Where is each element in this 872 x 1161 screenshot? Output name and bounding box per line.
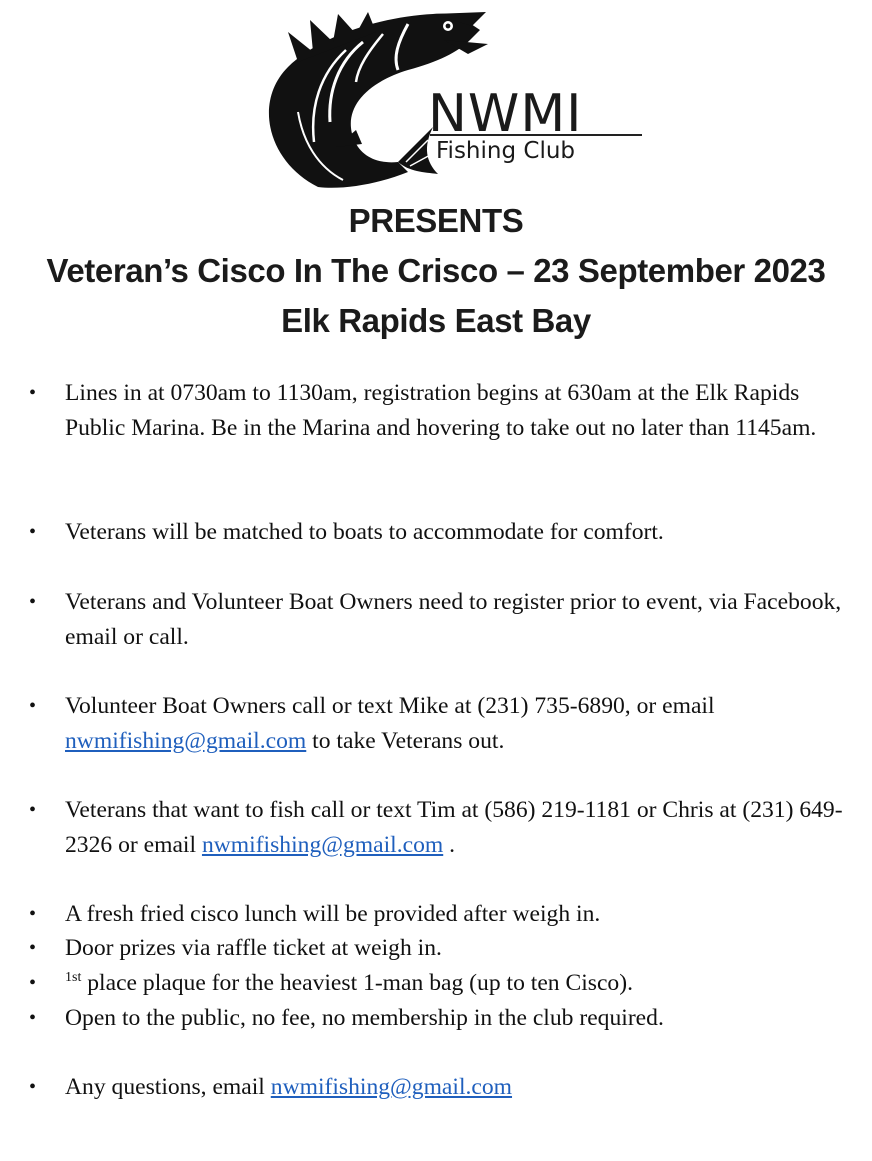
bullet: • xyxy=(29,972,37,994)
list-item-open-public xyxy=(29,1001,855,1036)
logo-name: NWMI xyxy=(428,84,583,144)
bullet: • xyxy=(29,1076,37,1098)
event-location: Elk Rapids East Bay xyxy=(281,302,591,339)
item-text: Any questions, email xyxy=(65,1074,271,1100)
list-item-door-prizes xyxy=(29,931,855,966)
bullet: • xyxy=(29,799,37,821)
item-text: to take Veterans out. xyxy=(306,728,505,754)
item-text: Open to the public, no fee, no membership in the club required. xyxy=(65,1005,664,1031)
item-text: Volunteer Boat Owners call or text Mike at (231) 735-6890, or email xyxy=(65,693,715,719)
logo-subtitle: Fishing Club xyxy=(436,138,576,164)
bullet: • xyxy=(29,591,37,613)
ordinal-superscript: 1st xyxy=(65,970,82,985)
item-text: Veterans that want to fish call or text Tim at (586) 219-1181 or Chris at (231) 649-2326 or email xyxy=(65,797,843,858)
club-logo xyxy=(258,12,648,190)
item-text: A fresh fried cisco lunch will be provided after weigh in. xyxy=(65,901,601,927)
event-heading xyxy=(0,196,872,346)
list-item-matching xyxy=(29,515,855,550)
bullet: • xyxy=(29,695,37,717)
item-text: Door prizes via raffle ticket at weigh in. xyxy=(65,935,442,961)
item-text: Veterans and Volunteer Boat Owners need to register prior to event, via Facebook, email or call. xyxy=(65,589,842,650)
list-item-registration xyxy=(29,585,855,655)
item-text: . xyxy=(443,832,456,858)
list-item-questions xyxy=(29,1070,855,1105)
email-link[interactable]: nwmifishing@gmail.com xyxy=(201,832,444,858)
list-item-times xyxy=(29,376,855,446)
bullet: • xyxy=(29,521,37,543)
list-item-veterans-contact xyxy=(29,793,855,863)
email-link[interactable]: nwmifishing@gmail.com xyxy=(65,728,307,754)
email-link[interactable]: nwmifishing@gmail.com xyxy=(270,1074,513,1100)
bullet: • xyxy=(29,937,37,959)
list-item-lunch xyxy=(29,897,855,932)
item-text: Lines in at 0730am to 1130am, registration begins at 630am at the Elk Rapids Public Marina. Be in the Marina and hovering to take out no later than 1145am. xyxy=(65,380,817,441)
event-title: Veteran’s Cisco In The Crisco – 23 September 2023 xyxy=(46,252,826,289)
bullet: • xyxy=(29,1007,37,1029)
item-text: Veterans will be matched to boats to accommodate for comfort. xyxy=(65,519,664,545)
bullet: • xyxy=(29,382,37,404)
bullet: • xyxy=(29,903,37,925)
list-item-plaque xyxy=(29,966,855,1001)
item-text: place plaque for the heaviest 1-man bag (up to ten Cisco). xyxy=(81,970,633,996)
list-item-boat-owners xyxy=(29,689,855,759)
presents-heading: PRESENTS xyxy=(348,202,524,239)
